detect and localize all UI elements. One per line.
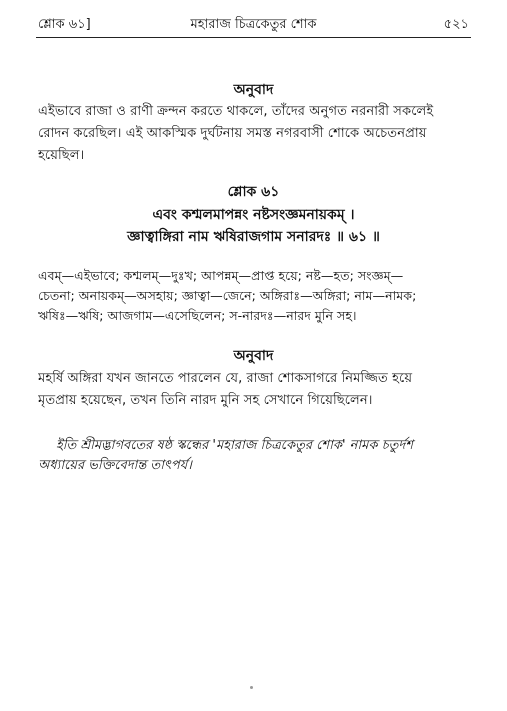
synonym-line: এবম্—এইভাবে; কশ্মলম্—দুঃখ; আপন্নম্—প্রাপ্ত হয়ে; নষ্ট—হত; সংজ্ঞম্— [38,268,404,283]
word-for-word-synonyms [38,266,469,326]
translation-heading: অনুবাদ [233,82,274,98]
colophon-line: ইতি শ্রীমদ্ভাগবতের ষষ্ঠ স্কন্ধের 'মহারাজ চিত্রকেতুর শোক' নামক চতুর্দশ [56,438,413,453]
running-head [38,16,469,34]
translation-paragraph [38,368,469,412]
sanskrit-verse [0,204,507,248]
text-line: রোদন করেছিল। এই আকস্মিক দুর্ঘটনায় সমস্ত নগরবাসী শোকে অচেতনপ্রায় [38,126,427,141]
translation-paragraph [38,101,469,167]
verse-reference: শ্লোক ৬১] [38,17,91,32]
synonym-line: চেতনা; অনায়কম্—অসহায়; জ্ঞাত্বা—জেনে; অঙ্গিরাঃ—অঙ্গিরা; নাম—নামক; [38,288,417,303]
text-line: এইভাবে রাজা ও রাণী ক্রন্দন করতে থাকলে, তাঁদের অনুগত নরনারী সকলেই [38,104,434,119]
text-line: মহর্ষি অঙ্গিরা যখন জানতে পারলেন যে, রাজা শোকসাগরে নিমজ্জিত হয়ে [38,371,413,386]
header-rule [36,37,471,38]
text-line: মৃতপ্রায় হয়েছেন, তখন তিনি নারদ মুনি সহ সেখানে গিয়েছিলেন। [38,393,373,408]
text-line: হয়েছিল। [38,148,85,163]
verse-line: এবং কশ্মলমাপন্নং নষ্টসংজ্ঞমনায়কম্ । [152,207,355,223]
verse-heading: শ্লোক ৬১ [227,184,280,200]
page-number: ৫২১ [443,17,469,32]
synonym-line: ঋষিঃ—ঋষি; আজগাম—এসেছিলেন; স-নারদঃ—নারদ মুনি সহ। [38,308,357,323]
chapter-title: মহারাজ চিত্রকেতুর শোক [190,17,317,32]
chapter-colophon [38,436,469,476]
translation-heading: অনুবাদ [233,348,274,364]
verse-line: জ্ঞাত্বাঙ্গিরা নাম ঋষিরাজগাম সনারদঃ ॥ ৬১ ॥ [127,229,380,245]
colophon-line: অধ্যায়ের ভক্তিবেদান্ত তাৎপর্য। [38,458,192,473]
print-mark [250,686,253,689]
